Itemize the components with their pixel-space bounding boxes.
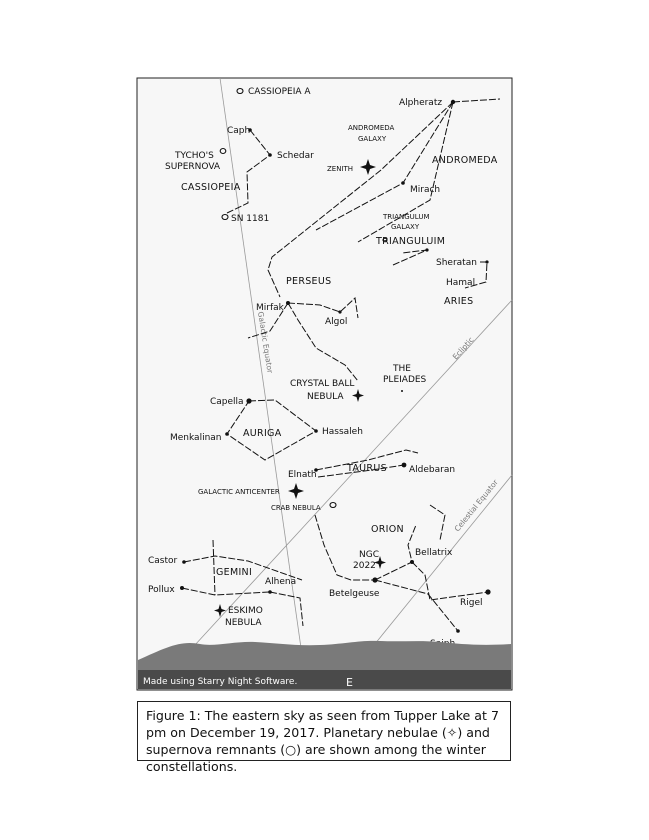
label-crystal-ball-1: CRYSTAL BALL xyxy=(290,379,355,389)
label-zenith: ZENITH xyxy=(327,165,354,173)
label-capella: Capella xyxy=(210,397,244,407)
label-alhena: Alhena xyxy=(265,577,297,587)
label-elnath: Elnath xyxy=(288,470,317,480)
star-alhena xyxy=(268,590,272,594)
label-alpheratz: Alpheratz xyxy=(399,98,443,108)
galactic-equator-label: Galactic Equator xyxy=(256,310,275,374)
label-sn1181: SN 1181 xyxy=(231,214,270,224)
label-gemini: GEMINI xyxy=(216,567,253,578)
label-auriga: AURIGA xyxy=(243,428,282,439)
label-andromeda: ANDROMEDA xyxy=(432,155,498,166)
label-triangulum: TRIANGULUIM xyxy=(376,236,446,247)
label-ngc2022-2: 2022 xyxy=(353,561,376,571)
figure-caption: Figure 1: The eastern sky as seen from Tupper Lake at 7 pm on December 19, 2017. Planetary nebulae (✧) and supernova remnants (○) are shown among the winter constellations. xyxy=(137,701,511,761)
ecliptic-label: Ecliptic xyxy=(450,335,476,362)
star-sheratan xyxy=(425,248,428,251)
star-pleiades-cluster xyxy=(401,390,403,392)
label-galactic-anticenter: GALACTIC ANTICENTER xyxy=(198,488,280,496)
label-pleiades-1: THE xyxy=(393,364,411,374)
label-bellatrix: Bellatrix xyxy=(415,548,453,558)
label-cassiopeia-a: CASSIOPEIA A xyxy=(248,87,311,97)
star-hassaleh xyxy=(314,429,318,433)
star-betelgeuse xyxy=(372,577,377,582)
label-sheratan: Sheratan xyxy=(436,258,477,268)
star-capella xyxy=(246,398,251,403)
label-perseus: PERSEUS xyxy=(286,276,332,287)
star-mirach xyxy=(401,181,405,185)
label-ngc2022-1: NGC xyxy=(359,550,379,560)
label-algol: Algol xyxy=(325,317,348,327)
label-cassiopeia: CASSIOPEIA xyxy=(181,182,241,193)
label-betelgeuse: Betelgeuse xyxy=(329,589,380,599)
label-caph: Caph xyxy=(227,126,251,136)
label-eskimo-1: ESKIMO xyxy=(228,606,263,616)
label-aldebaran: Aldebaran xyxy=(409,465,456,475)
star-schedar xyxy=(268,153,272,157)
label-castor: Castor xyxy=(148,556,178,566)
star-bellatrix xyxy=(410,560,414,564)
label-orion: ORION xyxy=(371,524,404,535)
label-menkalinan: Menkalinan xyxy=(170,433,222,443)
label-eskimo-2: NEBULA xyxy=(225,618,262,628)
star-saiph xyxy=(456,629,460,633)
star-hamal xyxy=(485,260,488,263)
footer-direction-east: E xyxy=(346,676,353,689)
label-crystal-ball-2: NEBULA xyxy=(307,392,344,402)
label-tychos-2: SUPERNOVA xyxy=(165,162,221,172)
star-menkalinan xyxy=(225,432,229,436)
star-mirfak xyxy=(286,301,290,305)
celestial-equator-label: Celestial Equator xyxy=(452,477,500,534)
star-castor xyxy=(182,560,186,564)
star-rigel xyxy=(485,589,490,594)
label-pleiades-2: PLEIADES xyxy=(383,375,427,385)
label-pollux: Pollux xyxy=(148,585,175,595)
label-schedar: Schedar xyxy=(277,151,314,161)
label-triangulum-galaxy-1: TRIANGULUM xyxy=(383,213,430,221)
label-taurus: TAURUS xyxy=(347,463,387,474)
label-rigel: Rigel xyxy=(460,598,483,608)
label-hassaleh: Hassaleh xyxy=(322,427,363,437)
label-triangulum-galaxy-2: GALAXY xyxy=(391,223,420,231)
label-tychos-1: TYCHO'S xyxy=(175,151,214,161)
star-algol xyxy=(338,310,341,313)
label-andromeda-galaxy-2: GALAXY xyxy=(358,135,387,143)
label-mirfak: Mirfak xyxy=(256,303,284,313)
star-pollux xyxy=(180,586,184,590)
footer-credit: Made using Starry Night Software. xyxy=(143,677,298,687)
label-andromeda-galaxy-1: ANDROMEDA xyxy=(348,124,395,132)
label-crab-nebula: CRAB NEBULA xyxy=(271,504,321,512)
label-aries: ARIES xyxy=(444,296,474,307)
star-alpheratz xyxy=(451,100,455,104)
label-hamal: Hamal xyxy=(446,278,476,288)
label-mirach: Mirach xyxy=(410,185,441,195)
star-aldebaran xyxy=(402,463,407,468)
